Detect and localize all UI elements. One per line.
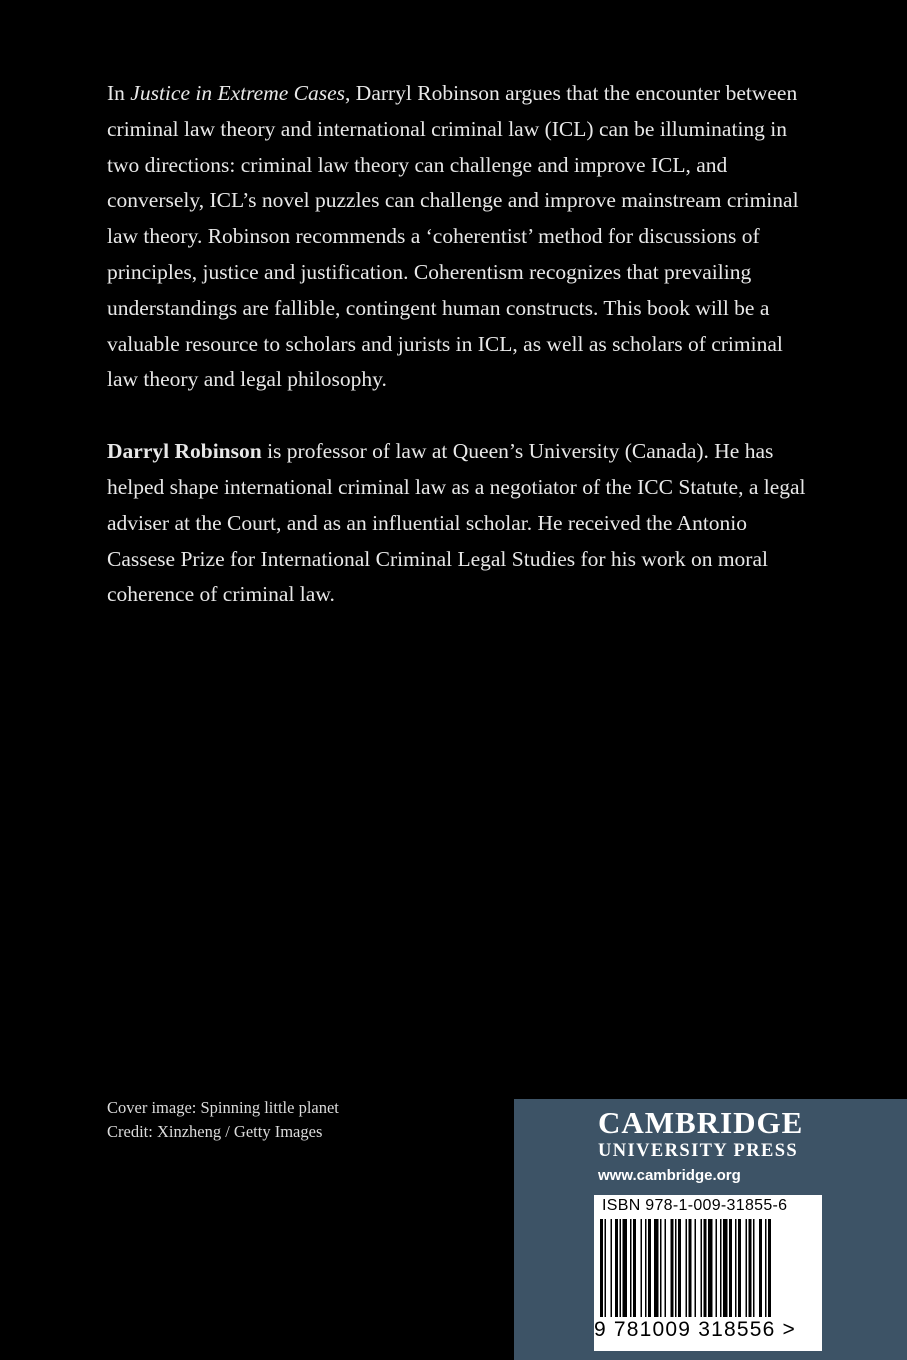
barcode-digits: 9 781009 318556 >	[594, 1318, 796, 1341]
barcode-stripe	[633, 1219, 636, 1317]
back-cover-blurb	[107, 76, 807, 613]
book-title: Justice in Extreme Cases	[130, 81, 346, 105]
barcode-stripe	[753, 1219, 755, 1317]
photo-credit: Credit: Xinzheng / Getty Images	[107, 1122, 323, 1141]
barcode-stripe	[630, 1219, 632, 1317]
barcode-stripe	[654, 1219, 659, 1317]
barcode-stripe	[749, 1219, 752, 1317]
barcode-stripe	[746, 1219, 748, 1317]
barcode-stripe	[600, 1219, 603, 1317]
publisher-subtitle: UNIVERSITY PRESS	[598, 1141, 799, 1161]
author-bio-paragraph: Darryl Robinson is professor of law at Queen’s University (Canada). He has helped shape international criminal law as a negotiator of the ICC Statute, a legal adviser at the Court, and as an influential scholar. He received the Antonio Cassese Prize for International Criminal Legal Studies for his work on moral coherence of criminal law.	[107, 439, 806, 607]
barcode-stripe	[615, 1219, 618, 1317]
barcode-stripe	[695, 1219, 697, 1317]
cover-credits	[107, 1096, 339, 1144]
barcode-label	[594, 1195, 822, 1351]
publisher-url: www.cambridge.org	[598, 1167, 741, 1184]
cover-image-credit: Cover image: Spinning little planet	[107, 1098, 339, 1117]
barcode-stripe	[611, 1219, 613, 1317]
barcode-stripe	[729, 1219, 732, 1317]
barcode-stripe	[620, 1219, 622, 1317]
barcode-stripe	[708, 1219, 713, 1317]
barcode-stripe	[768, 1219, 771, 1317]
publisher-name: CAMBRIDGE	[598, 1105, 804, 1140]
barcode-icon	[598, 1219, 818, 1319]
barcode-stripe	[648, 1219, 651, 1317]
barcode-stripe	[675, 1219, 677, 1317]
barcode-stripe	[605, 1219, 607, 1317]
barcode-stripe	[686, 1219, 688, 1317]
barcode-stripe	[671, 1219, 674, 1317]
barcode-stripe	[665, 1219, 667, 1317]
barcode-stripe	[660, 1219, 662, 1317]
isbn-text: ISBN 978-1-009-31855-6	[602, 1197, 788, 1214]
barcode-stripe	[765, 1219, 767, 1317]
barcode-stripe	[735, 1219, 737, 1317]
barcode-stripe	[678, 1219, 681, 1317]
barcode-stripe	[738, 1219, 741, 1317]
barcode-stripe	[701, 1219, 703, 1317]
barcode-stripe	[641, 1219, 643, 1317]
barcode-stripe	[645, 1219, 647, 1317]
barcode-stripe	[704, 1219, 707, 1317]
barcode-stripe	[759, 1219, 762, 1317]
barcode-stripe	[716, 1219, 718, 1317]
synopsis-paragraph: In Justice in Extreme Cases, Darryl Robinson argues that the encounter between criminal law theory and international criminal law (ICL) can be illuminating in two directions: criminal law theory can challenge and improve ICL, and conversely, ICL’s novel puzzles can challenge and improve mainstream criminal law theory. Robinson recommends a ‘coherentist’ method for discussions of principles, justice and justification. Coherentism recognizes that prevailing understandings are fallible, contingent human constructs. This book will be a valuable resource to scholars and jurists in ICL, as well as scholars of criminal law theory and legal philosophy.	[107, 81, 799, 392]
barcode-stripe	[689, 1219, 692, 1317]
barcode-stripe	[623, 1219, 628, 1317]
author-name: Darryl Robinson	[107, 439, 262, 464]
publisher-panel	[514, 1099, 907, 1360]
barcode-stripe	[720, 1219, 722, 1317]
barcode-stripe	[723, 1219, 728, 1317]
